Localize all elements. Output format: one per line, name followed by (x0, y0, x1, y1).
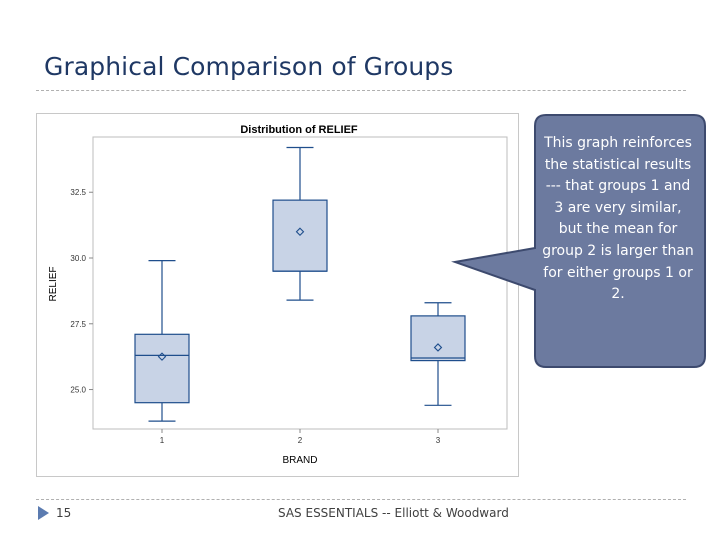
x-axis-label: BRAND (282, 455, 318, 466)
y-tick-label: 25.0 (70, 385, 86, 395)
x-tick-label: 3 (435, 436, 441, 445)
play-arrow-icon (36, 505, 50, 521)
y-tick-label: 30.0 (70, 254, 86, 264)
footer-text: SAS ESSENTIALS -- Elliott & Woodward (278, 506, 509, 520)
callout-text: This graph reinforces the statistical results --- that groups 1 and 3 are very similar, but the mean for group 2 is larger than for either groups 1 or 2. (542, 135, 694, 303)
y-axis-label: RELIEF (48, 266, 59, 302)
slide-title: Graphical Comparison of Groups (44, 52, 454, 81)
page-number: 15 (56, 506, 72, 520)
y-tick-label: 32.5 (70, 188, 86, 198)
footer-divider (36, 499, 686, 500)
x-tick-label: 1 (159, 436, 165, 445)
chart-title: Distribution of RELIEF (240, 124, 358, 136)
x-tick-label: 2 (297, 436, 303, 445)
y-tick-label: 27.5 (70, 319, 86, 329)
